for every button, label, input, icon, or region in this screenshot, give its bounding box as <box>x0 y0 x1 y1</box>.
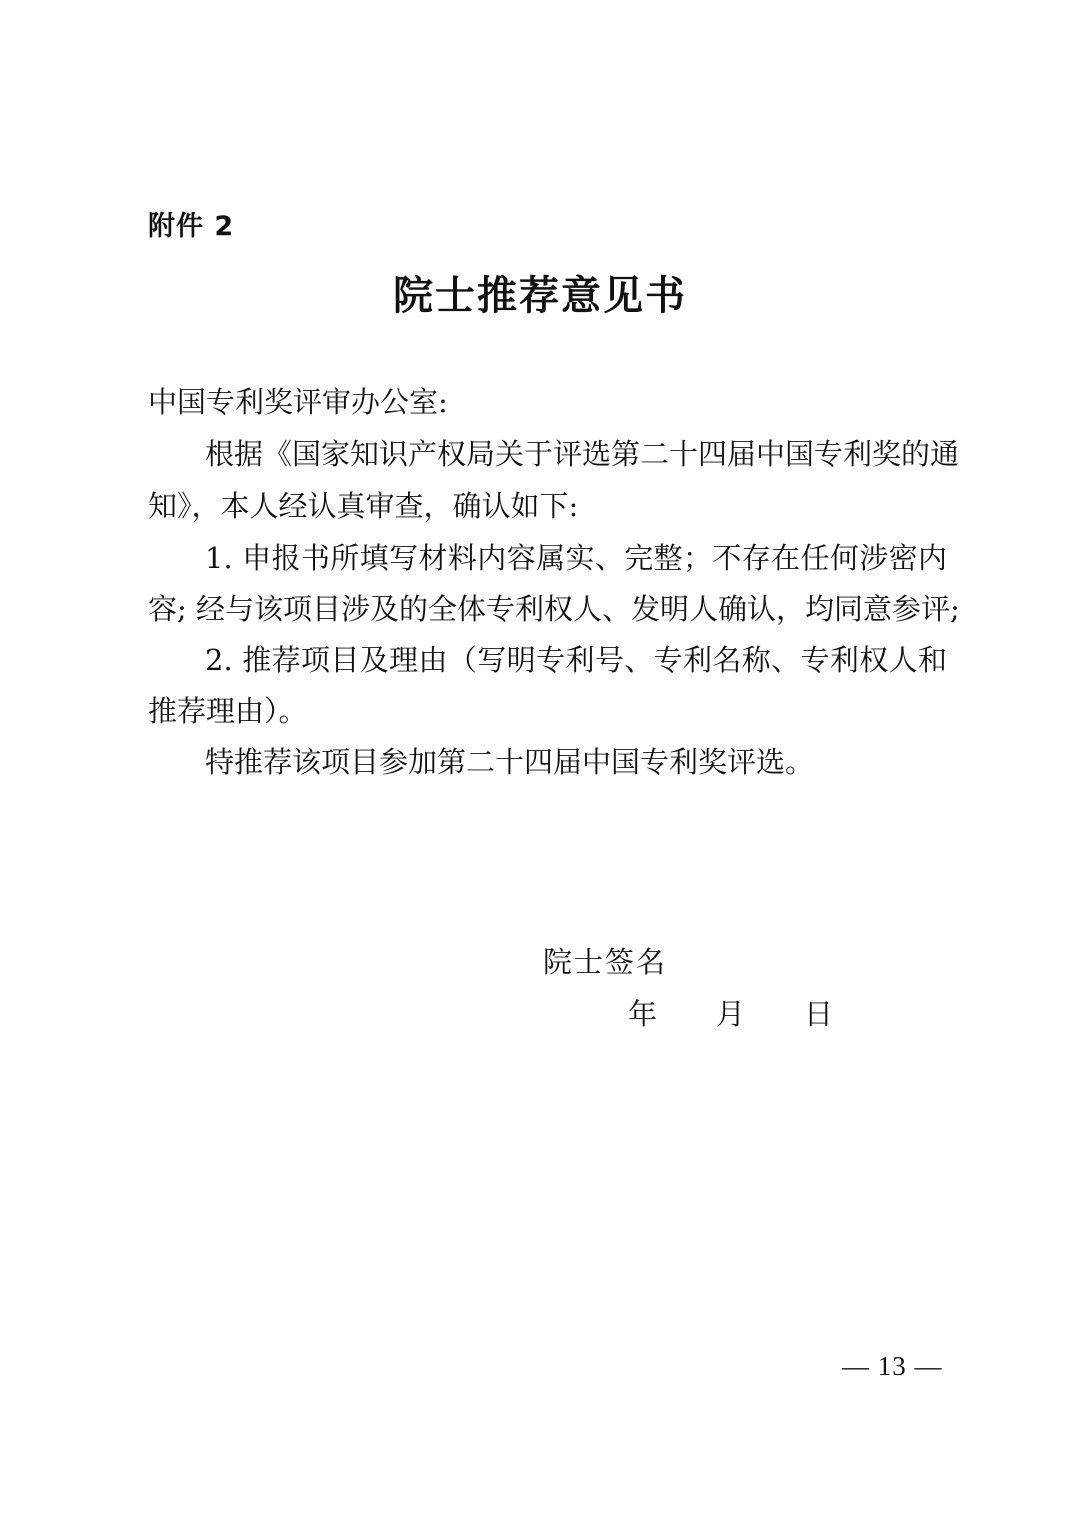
item-1-line-1: 1. 申报书所填写材料内容属实、完整；不存在任何涉密内 <box>205 541 947 575</box>
signature-label: 院士签名 <box>543 945 668 979</box>
item-2-line-2: 推荐理由）。 <box>148 694 308 728</box>
date-year: 年 <box>628 997 658 1031</box>
date-day: 日 <box>804 997 834 1031</box>
closing-sentence: 特推荐该项目参加第二十四届中国专利奖评选。 <box>205 745 815 779</box>
intro-line-2: 知》，本人经认真审查，确认如下: <box>148 489 579 523</box>
item-1-line-2: 容; 经与该项目涉及的全体专利权人、发明人确认，均同意参评; <box>148 592 960 626</box>
document-title: 院士推荐意见书 <box>393 272 687 319</box>
intro-line-1: 根据《国家知识产权局关于评选第二十四届中国专利奖的通 <box>205 437 960 471</box>
attachment-label: 附件 2 <box>148 211 235 242</box>
item-2-line-1: 2. 推荐项目及理由（写明专利号、专利名称、专利权人和 <box>205 643 947 677</box>
date-month: 月 <box>716 997 746 1031</box>
page-number: — 13 — <box>842 1351 943 1381</box>
addressee: 中国专利奖评审办公室: <box>148 385 448 419</box>
